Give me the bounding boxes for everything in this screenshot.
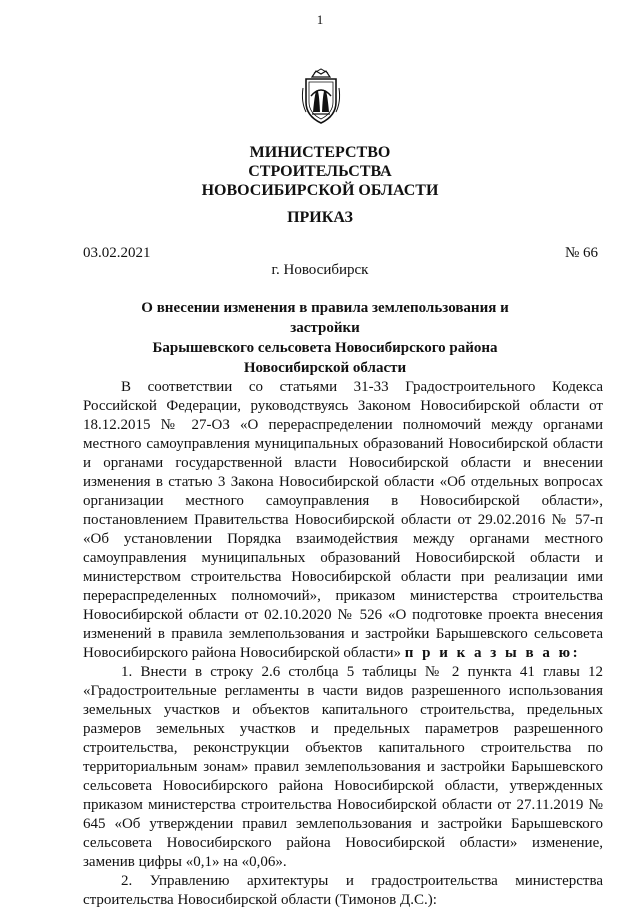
- subject-line-3: Новосибирской области: [243, 360, 407, 376]
- document-type: ПРИКАЗ: [287, 209, 353, 226]
- subject-line-1: О внесении изменения в правила землепользования и застройки: [141, 300, 509, 336]
- order-number: № 66: [564, 245, 598, 261]
- ministry-line-1: МИНИСТЕРСТВО: [249, 144, 391, 161]
- coat-of-arms-icon: [300, 68, 342, 126]
- ministry-line-3: НОВОСИБИРСКОЙ ОБЛАСТИ: [201, 182, 439, 199]
- order-date: 03.02.2021: [83, 245, 151, 261]
- ministry-line-2: СТРОИТЕЛЬСТВА: [248, 163, 392, 180]
- page-number: 1: [316, 12, 324, 27]
- order-body: [83, 378, 603, 910]
- order-city: г. Новосибирск: [271, 262, 369, 278]
- item-1-paragraph: 1. Внести в строку 2.6 столбца 5 таблицы № 2 пункта 41 главы 12 «Градостроительные регламенты в части видов разрешенного использования земельных участков и объектов капитального строительства, предельных размеров земельных участков и предельных параметров разрешенного строительства, реконструкции объектов капитального строительства по территориальным зонам» правил землепользования и застройки Барышевского сельсовета Новосибирского района Новосибирской области, утвержденных приказом министерства строительства Новосибирской области от 27.11.2019 № 645 «Об утверждении правил землепользования и застройки Барышевского сельсовета Новосибирского района Новосибирской области» изменение, заменив цифры «0,1» на «0,06».: [83, 664, 603, 870]
- subject-line-2: Барышевского сельсовета Новосибирского района: [152, 340, 498, 356]
- item-2-paragraph: 2. Управлению архитектуры и градостроительства министерства строительства Новосибирской области (Тимонов Д.С.):: [83, 873, 603, 908]
- preamble-paragraph: [83, 378, 603, 663]
- ministry-name: [0, 143, 640, 200]
- order-word: п р и к а з ы в а ю:: [404, 645, 581, 661]
- preamble-text: В соответствии со статьями 31-33 Градостроительного Кодекса Российской Федерации, руководствуясь Законом Новосибирской области от 18.12.2015 № 27-ОЗ «О перераспределении полномочий между органами местного самоуправления муниципальных образований Новосибирской области и органами государственной власти Новосибирской области и внесении изменения в статью 3 Закона Новосибирской области «Об отдельных вопросах организации местного самоуправления в Новосибирской области», постановлением Правительства Новосибирской области от 29.02.2016 № 57-п «Об установлении Порядка взаимодействия между органами местного самоуправления муниципальных образований Новосибирской области и министерством строительства Новосибирской области при реализации ими перераспределенных полномочий», приказом министерства строительства Новосибирской области от 02.10.2020 № 526 «О подготовке проекта внесения изменений в правила землепользования и застройки Барышевского сельсовета Новосибирского района Новосибирской области»: [83, 379, 603, 661]
- order-subject: [105, 298, 545, 378]
